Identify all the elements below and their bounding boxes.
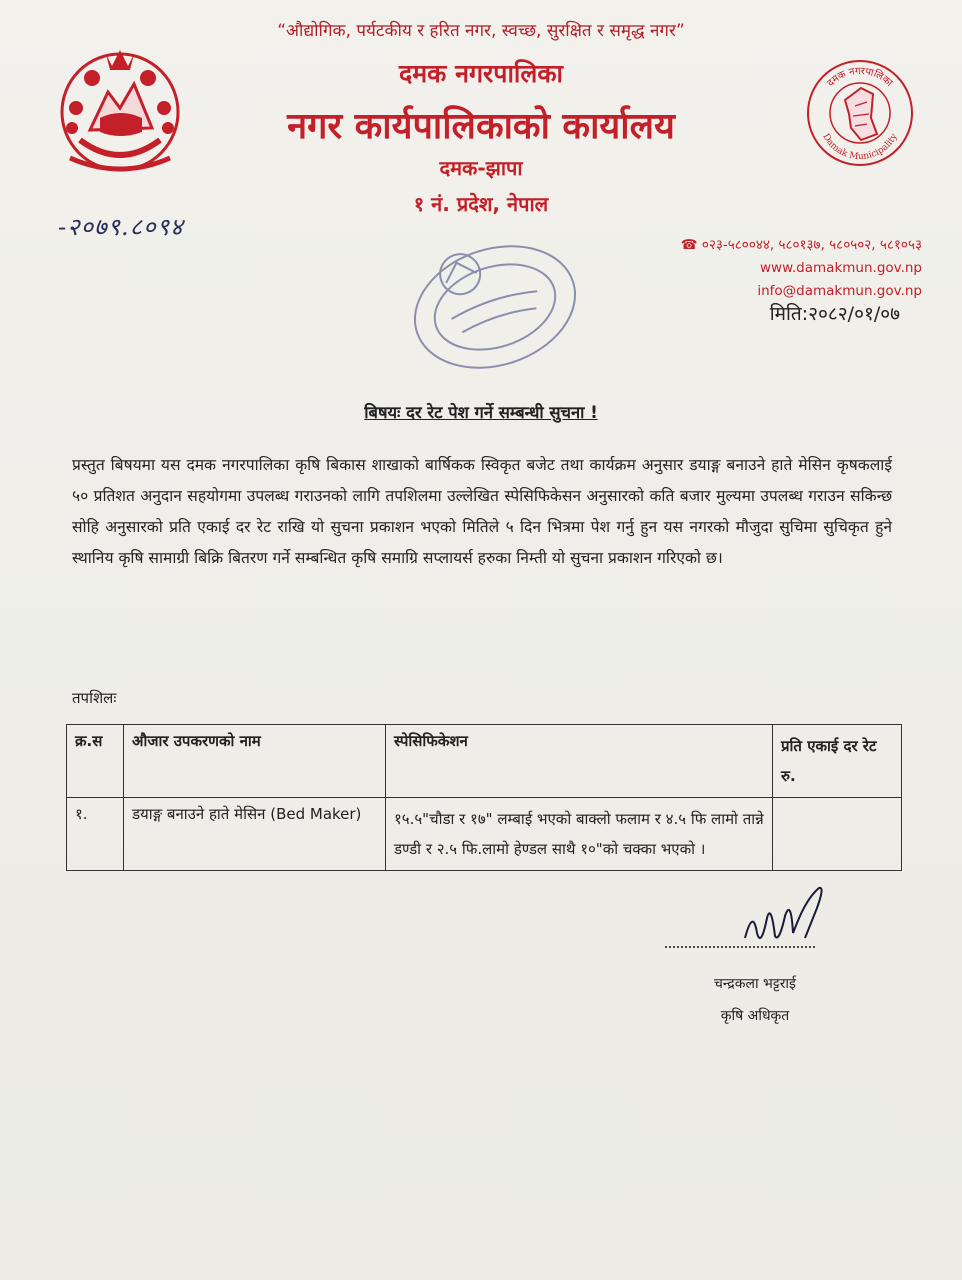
- cell-rate: [773, 798, 902, 871]
- cell-tool-name: डयाङ्ग बनाउने हाते मेसिन (Bed Maker): [124, 798, 386, 871]
- signature-line: [665, 946, 815, 948]
- svg-text:दमक नगरपालिका: [825, 66, 894, 89]
- subject-line: [0, 400, 962, 423]
- contact-info: [681, 234, 922, 303]
- cell-specification: १५.५"चौडा र १७" लम्बाई भएको बाक्लो फलाम र ४.५ फि लामो तान्ने डण्डी र २.५ फि.लामो हेण्डल साथै १०"को चक्का भएको ।: [386, 798, 773, 871]
- specification-table: [66, 724, 902, 871]
- office-title: नगर कार्यपालिकाको कार्यालय: [287, 106, 675, 147]
- subject-text: बिषयः दर रेट पेश गर्ने सम्बन्धी सुचना !: [364, 403, 598, 422]
- reference-number: -२०७९.८०९४: [58, 213, 184, 241]
- document-date: मिति:२०८२/०१/०७: [769, 303, 900, 325]
- seal-text-top: दमक नगरपालिका: [825, 65, 895, 90]
- header-sn: क्र.स: [67, 725, 124, 798]
- phone-icon: ☎: [680, 237, 698, 253]
- seal-text-bottom: Damak Municipality: [820, 132, 900, 163]
- tapashil-label: तपशिलः: [72, 689, 117, 707]
- signer-block: [690, 968, 820, 1032]
- table-row: [67, 798, 902, 871]
- email: info@damakmun.gov.np: [757, 283, 922, 299]
- phone-numbers: ०२३-५८००४४, ५८०१३७, ५८०५०२, ५८१०५३: [701, 237, 922, 253]
- municipality-seal-icon: [805, 58, 915, 168]
- notice-body: प्रस्तुत बिषयमा यस दमक नगरपालिका कृषि बिकास शाखाको बार्षिकक स्विकृत बजेट तथा कार्यक्रम अनुसार डयाङ्ग बनाउने हाते मेसिन कृषकलाई ५० प्रतिशत अनुदान सहयोगमा उपलब्ध गराउनको लागि तपशिलमा उल्लेखित स्पेसिफिकेसन अनुसारको कति बजार मुल्यमा उपलब्ध गराउन सकिन्छ सोहि अनुसारको प्रति एकाई दर रेट राखि यो सुचना प्रकाशन भएको मितिले ५ दिन भित्रमा पेश गर्नु हुन यस नगरको मौजुदा सुचिमा सुचिकृत हुने स्थानिय कृषि सामाग्री बिक्रि बितरण गर्ने सम्बन्धित कृषि समाग्रि सप्लायर्स हरुका निम्ती यो सुचना प्रकाशन गरिएको छ।: [72, 456, 892, 567]
- office-province: १ नं. प्रदेश, नेपाल: [413, 192, 549, 216]
- slogan: “औद्योगिक, पर्यटकीय र हरित नगर, स्वच्छ, सुरक्षित र समृद्ध नगर”: [277, 21, 685, 41]
- office-stamp-icon: [400, 225, 590, 390]
- website: www.damakmun.gov.np: [760, 260, 922, 276]
- office-location: दमक-झापा: [439, 156, 523, 180]
- header-rate: प्रति एकाई दर रेट रु.: [773, 725, 902, 798]
- table-header-row: [67, 725, 902, 798]
- signer-title: कृषि अधिकृत: [720, 1008, 790, 1024]
- municipality-name: दमक नगरपालिका: [398, 59, 564, 88]
- header-specification: स्पेसिफिकेशन: [386, 725, 773, 798]
- header-tool-name: औजार उपकरणको नाम: [124, 725, 386, 798]
- phone-line: [681, 234, 922, 257]
- signer-name: चन्द्रकला भट्टराई: [714, 976, 796, 992]
- cell-sn: १.: [67, 798, 124, 871]
